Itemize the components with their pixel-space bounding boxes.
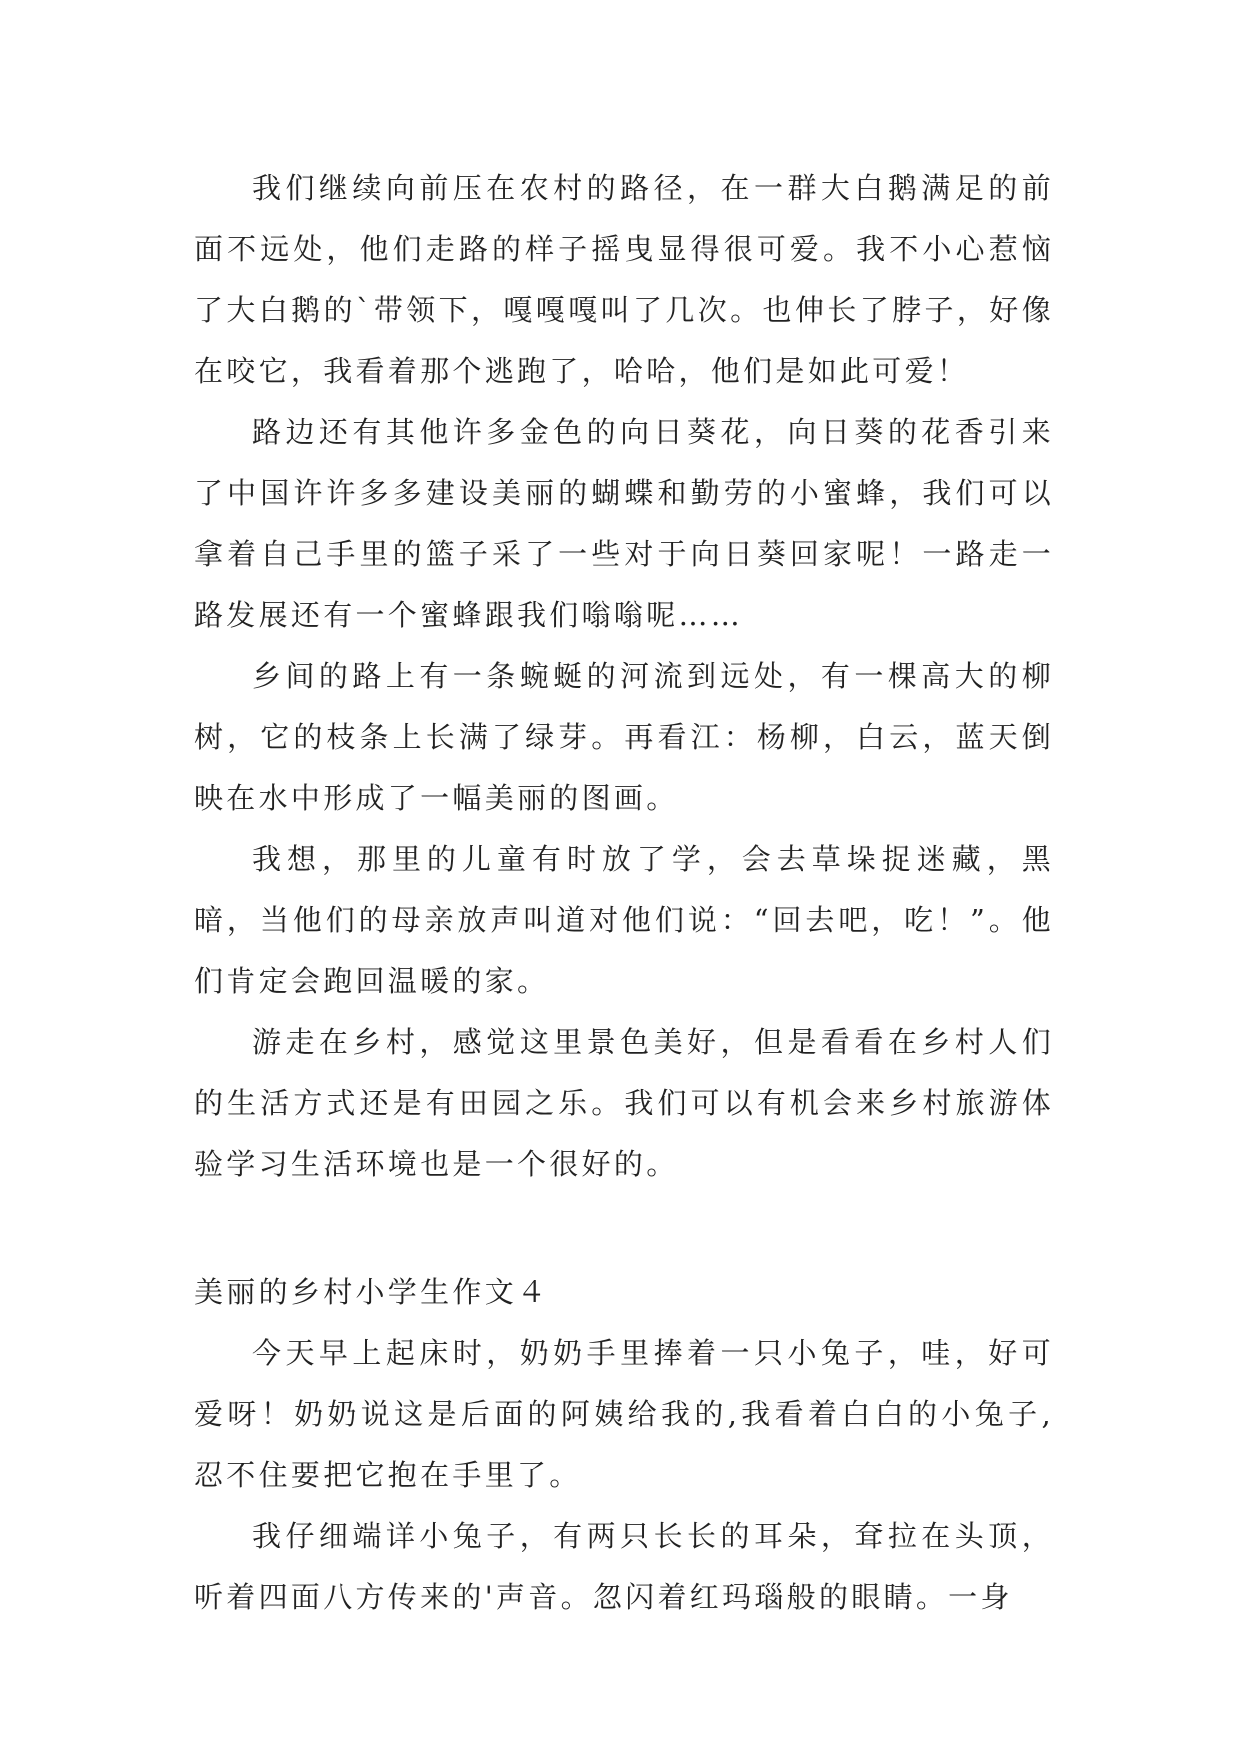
paragraph: 今天早上起床时，奶奶手里捧着一只小兔子，哇，好可爱呀！奶奶说这是后面的阿姨给我的,我看着白白的小兔子,忍不住要把它抱在手里了。 <box>194 1336 1054 1492</box>
paragraph: 游走在乡村，感觉这里景色美好，但是看看在乡村人们的生活方式还是有田园之乐。我们可以有机会来乡村旅游体验学习生活环境也是一个很好的。 <box>194 1025 1054 1181</box>
paragraph: 路边还有其他许多金色的向日葵花，向日葵的花香引来了中国许许多多建设美丽的蝴蝶和勤劳的小蜜蜂，我们可以拿着自己手里的篮子采了一些对于向日葵回家呢！一路走一路发展还有一个蜜蜂跟我们嗡嗡呢…… <box>194 415 1054 632</box>
document-body <box>194 158 1054 1628</box>
paragraph: 我们继续向前压在农村的路径，在一群大白鹅满足的前面不远处，他们走路的样子摇曳显得很可爱。我不小心惹恼了大白鹅的`带领下，嘎嘎嘎叫了几次。也伸长了脖子，好像在咬它，我看着那个逃跑了，哈哈，他们是如此可爱！ <box>194 171 1054 388</box>
paragraph: 我想，那里的儿童有时放了学，会去草垛捉迷藏，黑暗，当他们的母亲放声叫道对他们说：“回去吧，吃！”。他们肯定会跑回温暖的家。 <box>194 842 1054 998</box>
paragraph: 我仔细端详小兔子，有两只长长的耳朵，耷拉在头顶，听着四面八方传来的'声音。忽闪着红玛瑙般的眼睛。一身 <box>194 1519 1054 1614</box>
paragraph: 乡间的路上有一条蜿蜒的河流到远处，有一棵高大的柳树，它的枝条上长满了绿芽。再看江：杨柳，白云，蓝天倒映在水中形成了一幅美丽的图画。 <box>194 659 1054 815</box>
section-title: 美丽的乡村小学生作文４ <box>194 1275 550 1309</box>
